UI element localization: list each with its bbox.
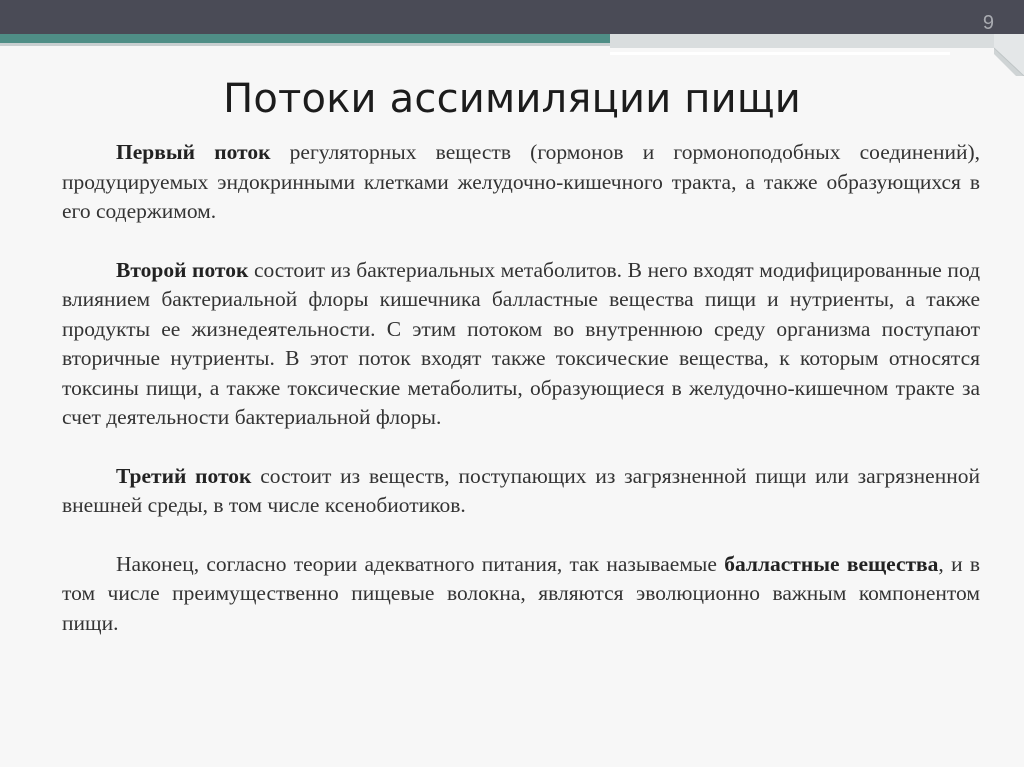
paragraph-text: состоит из веществ, поступающих из загрязненной пищи или загрязненной внешней среды, в том числе ксенобиотиков. [62, 463, 980, 517]
header-bar [0, 0, 1024, 34]
paragraph-bold-term: Третий поток [116, 463, 252, 488]
paragraph-bold-term: Первый поток [116, 140, 271, 164]
slide-title: Потоки ассимиляции пищи [223, 76, 801, 122]
header-accent-stripe [0, 34, 610, 43]
paragraph-third-stream [62, 462, 980, 521]
paragraph-text-before: Наконец, согласно теории адекватного питания, так называемые [116, 551, 725, 576]
paragraph-bold-term: балластные вещества [724, 551, 939, 576]
paragraph-text: состоит из бактериальных метаболитов. В него входят модифицированные под влиянием бактериальной флоры кишечника балластные вещества пищи и нутриенты, а также продукты ее жизнедеятельности. С этим потоком во внутреннюю среду организма поступают вторичные нутриенты. В этот поток входят также токсические вещества, к которым относятся токсины пищи, а также токсические метаболиты, образующиеся в желудочно-кишечном тракте за счет деятельности бактериальной флоры. [62, 257, 981, 429]
header-thin-stripe [0, 43, 610, 46]
paragraph-first-stream [62, 138, 980, 227]
paragraph-text: регуляторных веществ (гормонов и гормоноподобных соединений), продуцируемых эндокринными клетками желудочно-кишечного тракта, а также образующихся в его содержимом. [62, 140, 981, 223]
page-number: 9 [982, 12, 994, 34]
paragraph-second-stream [62, 256, 980, 433]
paragraph-ballast-substances [62, 550, 980, 639]
header-white-line [610, 52, 950, 55]
folded-corner [994, 34, 1024, 76]
header-light-stripe [610, 34, 1024, 48]
paragraph-bold-term: Второй поток [116, 257, 249, 282]
slide-body [62, 138, 980, 667]
paragraph-text: , и в том числе преимущественно пищевые волокна, являются эволюционно важным компонентом пищи. [62, 551, 980, 635]
